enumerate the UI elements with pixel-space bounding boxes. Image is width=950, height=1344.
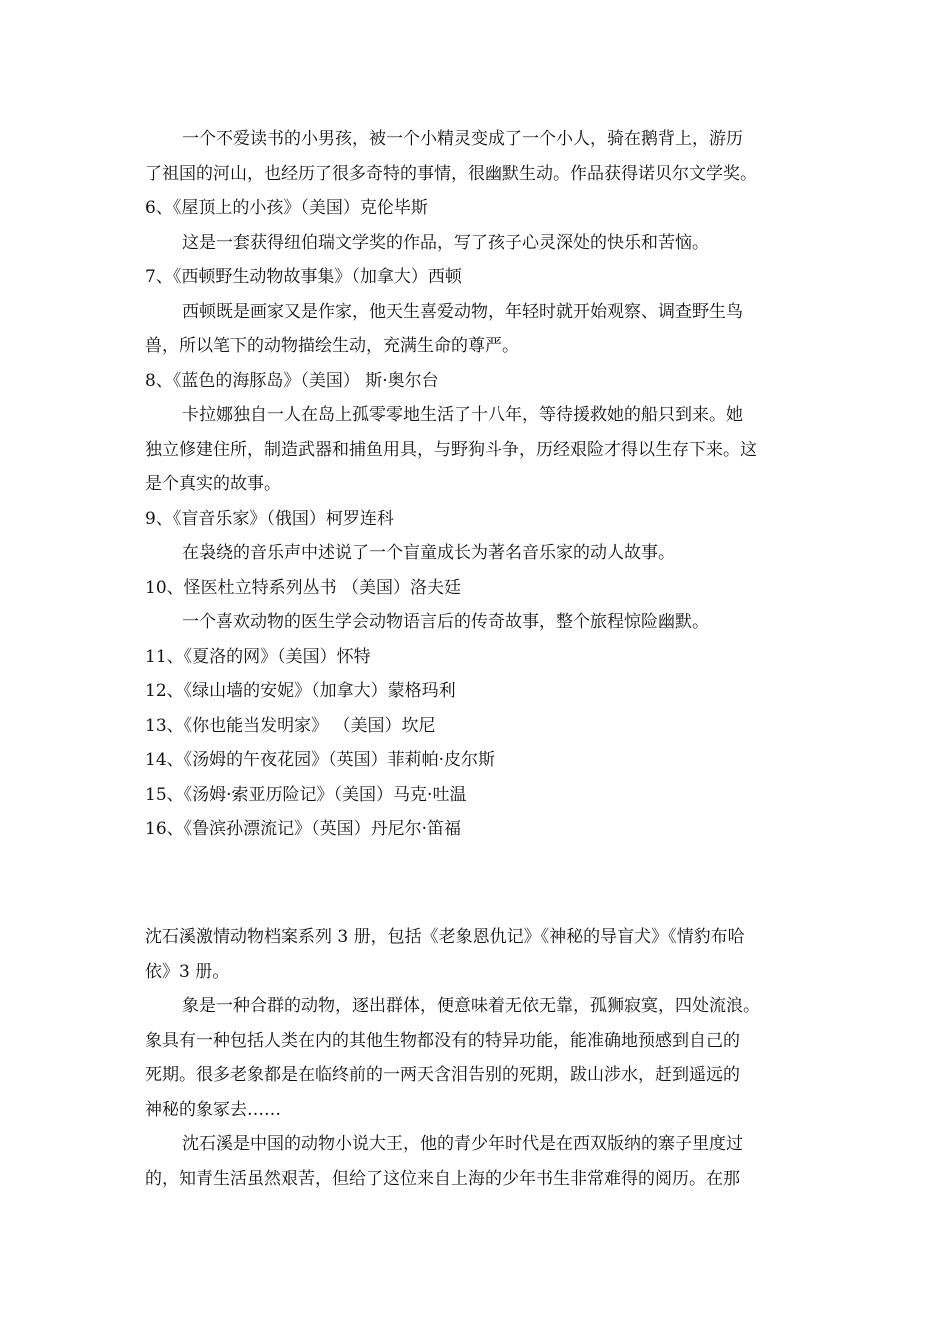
paragraph-line: 神秘的象冢去…… xyxy=(145,1099,281,1120)
book-title: 10、怪医杜立特系列丛书 （美国）洛夫廷 xyxy=(145,577,462,598)
paragraph-line: 的，知青生活虽然艰苦，但给了这位来自上海的少年书生非常难得的阅历。在那 xyxy=(145,1168,740,1189)
paragraph-line: 象具有一种包括人类在内的其他生物都没有的特异功能，能准确地预感到自己的 xyxy=(145,1030,740,1051)
book-title: 16、《鲁滨孙漂流记》（英国）丹尼尔·笛福 xyxy=(145,819,462,839)
book-description: 卡拉娜独自一人在岛上孤零零地生活了十八年，等待援救她的船只到来。她 xyxy=(182,405,743,425)
book-description: 这是一套获得纽伯瑞文学奖的作品，写了孩子心灵深处的快乐和苦恼。 xyxy=(182,232,709,253)
book-title: 13、《你也能当发明家》 （美国）坎尼 xyxy=(145,715,436,736)
paragraph-line: 沈石溪是中国的动物小说大王，他的青少年时代是在西双版纳的寨子里度过 xyxy=(182,1134,743,1154)
book-title: 14、《汤姆的午夜花园》（英国）菲莉帕·皮尔斯 xyxy=(145,750,496,770)
book-description: 在袅绕的音乐声中述说了一个盲童成长为著名音乐家的动人故事。 xyxy=(182,543,675,563)
book-title: 8、《蓝色的海豚岛》（美国） 斯·奥尔台 xyxy=(145,370,439,391)
book-title: 9、《盲音乐家》（俄国）柯罗连科 xyxy=(145,508,394,529)
series-heading-line: 依》3 册。 xyxy=(145,961,230,982)
book-description: 独立修建住所，制造武器和捕鱼用具，与野狗斗争，历经艰险才得以生存下来。这 xyxy=(145,439,757,460)
book-title: 12、《绿山墙的安妮》（加拿大）蒙格玛利 xyxy=(145,681,456,701)
series-heading-line: 沈石溪激情动物档案系列 3 册，包括《老象恩仇记》《神秘的导盲犬》《情豹布哈 xyxy=(145,927,745,947)
book-title: 6、《屋顶上的小孩》（美国）克伦毕斯 xyxy=(145,198,428,218)
book-description: 一个喜欢动物的医生学会动物语言后的传奇故事，整个旅程惊险幽默。 xyxy=(182,612,709,632)
book-list-section xyxy=(145,122,809,847)
shen-shixi-section xyxy=(145,920,809,1196)
book-description: 是个真实的故事。 xyxy=(145,474,281,494)
book-title: 11、《夏洛的网》（美国）怀特 xyxy=(145,646,371,667)
paragraph-line: 死期。很多老象都是在临终前的一两天含泪告别的死期，跋山涉水，赶到遥远的 xyxy=(145,1065,740,1085)
book-title: 7、《西顿野生动物故事集》（加拿大）西顿 xyxy=(145,267,462,287)
book-title: 15、《汤姆·索亚历险记》（美国）马克·吐温 xyxy=(145,784,467,805)
paragraph-line: 象是一种合群的动物，逐出群体，便意味着无依无靠，孤狮寂寞，四处流浪。 xyxy=(182,996,760,1016)
book-description: 西顿既是画家又是作家，他天生喜爱动物，年轻时就开始观察、调查野生鸟 xyxy=(182,301,743,322)
intro-line: 了祖国的河山，也经历了很多奇特的事情，很幽默生动。作品获得诺贝尔文学奖。 xyxy=(145,163,757,184)
intro-line: 一个不爱读书的小男孩，被一个小精灵变成了一个小人，骑在鹅背上，游历 xyxy=(182,129,743,149)
book-description: 兽，所以笔下的动物描绘生动，充满生命的尊严。 xyxy=(145,336,519,356)
